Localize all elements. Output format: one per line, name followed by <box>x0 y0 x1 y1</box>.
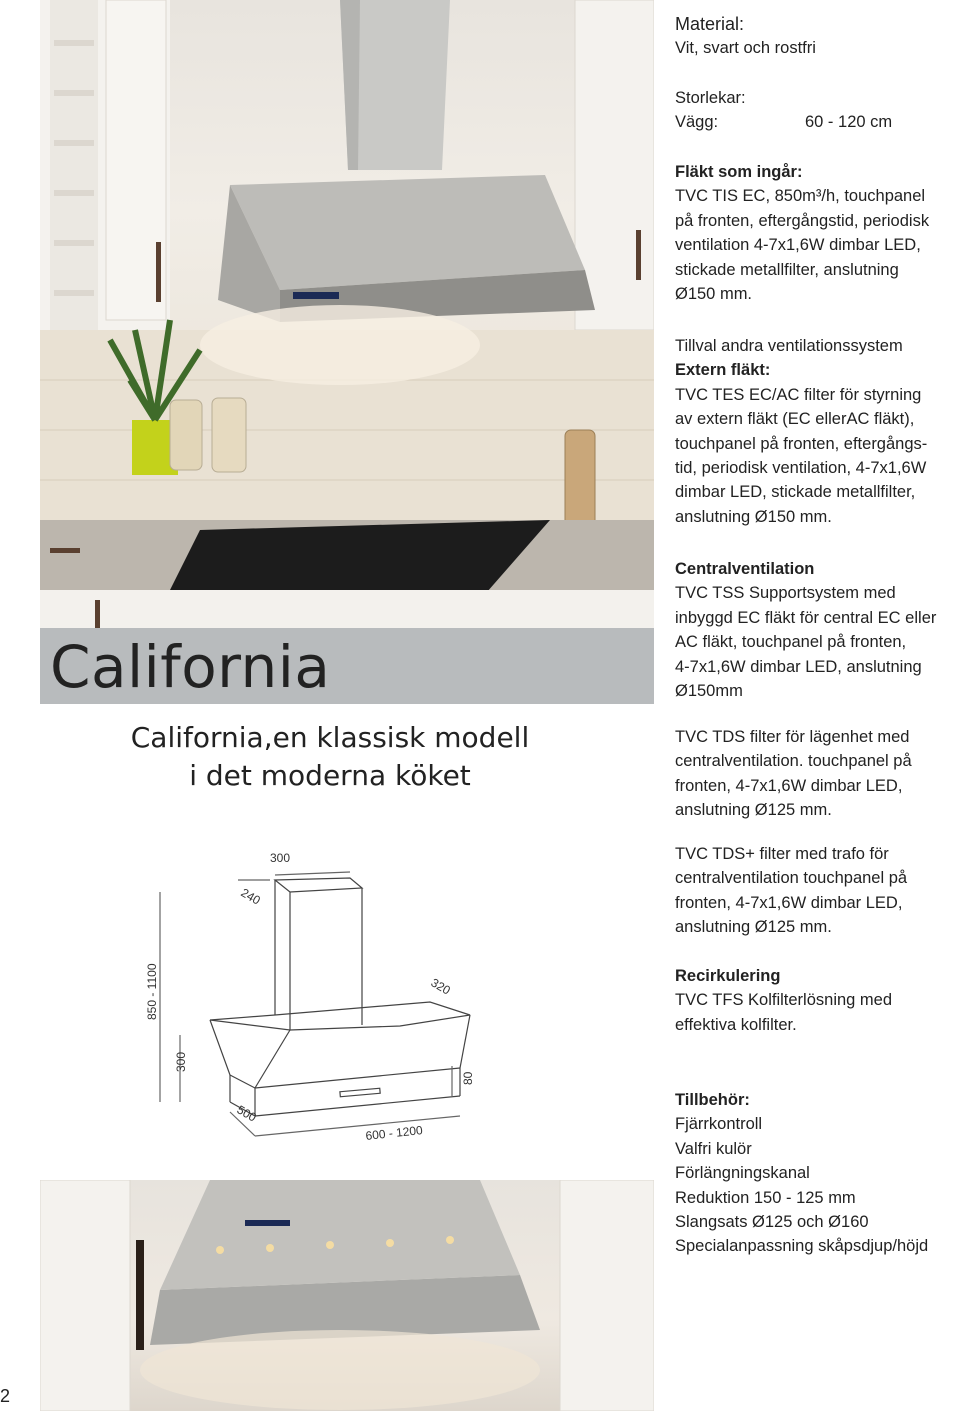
central-line: Ø150mm <box>675 682 743 701</box>
material-value: Vit, svart och rostfri <box>675 39 816 58</box>
dim-300-side: 300 <box>174 1051 188 1072</box>
tillbehor-item: Specialanpassning skåpsdjup/höjd <box>675 1237 929 1256</box>
central-line: AC fläkt, touchpanel på fronten, <box>675 633 907 652</box>
dim-300-top: 300 <box>270 851 291 865</box>
dim-240: 240 <box>238 885 263 908</box>
dim-600-1200: 600 - 1200 <box>364 1123 424 1143</box>
tillval-heading: Extern fläkt: <box>675 361 771 380</box>
tds-plus-line: fronten, 4-7x1,6W dimbar LED, <box>675 893 903 912</box>
flakt-ingar-line: på fronten, eftergångstid, periodisk <box>675 211 930 230</box>
central-line: inbyggd EC fläkt för central EC eller <box>675 608 937 627</box>
dim-320: 320 <box>428 975 453 998</box>
recirk-line: effektiva kolfilter. <box>675 1015 797 1034</box>
flakt-ingar-heading: Fläkt som ingår: <box>675 163 803 181</box>
storlekar-row <box>675 110 960 134</box>
tillval-line: tid, periodisk ventilation, 4-7x1,6W <box>675 459 927 478</box>
material-heading: Material: <box>675 14 745 34</box>
tds-line: fronten, 4-7x1,6W dimbar LED, <box>675 776 903 795</box>
page-title: California <box>50 633 331 701</box>
tillval-line: dimbar LED, stickade metallfilter, <box>675 483 916 502</box>
tagline <box>120 719 540 795</box>
tillbehor-item: Slangsats Ø125 och Ø160 <box>675 1213 869 1232</box>
recirk-line: TVC TFS Kolfilterlösning med <box>675 991 893 1010</box>
tillbehor-item: Valfri kulör <box>675 1139 752 1158</box>
dimension-diagram <box>140 840 500 1150</box>
tillval-line: TVC TES EC/AC filter för styrning <box>675 385 922 404</box>
tds-section <box>675 725 960 823</box>
tillbehor-item: Fjärrkontroll <box>675 1115 763 1134</box>
tillval-line: anslutning Ø150 mm. <box>675 507 832 526</box>
flakt-ingar-line: ventilation 4-7x1,6W dimbar LED, <box>675 236 921 255</box>
tds-line: TVC TDS filter för lägenhet med <box>675 728 910 746</box>
kitchen-photo <box>40 0 654 702</box>
flakt-ingar-line: Ø150 mm. <box>675 285 753 304</box>
tds-plus-line: anslutning Ø125 mm. <box>675 918 832 937</box>
tillbehor-item: Reduktion 150 - 125 mm <box>675 1188 856 1207</box>
tds-plus-line: centralventilation touchpanel på <box>675 869 908 888</box>
kitchen-photo-bottom <box>40 1180 654 1411</box>
tillval-line: touchpanel på fronten, eftergångs- <box>675 434 928 453</box>
tillval-line: av extern fläkt (EC ellerAC fläkt), <box>675 410 915 429</box>
storlekar-section <box>675 86 960 135</box>
tds-plus-section <box>675 842 960 940</box>
kitchen-photo-bottom-illustration <box>40 1180 654 1411</box>
recirk-section <box>675 964 960 1037</box>
dim-500: 500 <box>234 1102 259 1125</box>
central-line: TVC TSS Supportsystem med <box>675 584 896 603</box>
dim-80: 80 <box>461 1071 475 1085</box>
tillbehor-heading: Tillbehör: <box>675 1091 750 1109</box>
title-bar <box>40 628 654 704</box>
flakt-ingar-section <box>675 160 960 306</box>
tagline-line-2: i det moderna köket <box>189 759 471 792</box>
tillval-pre: Tillval andra ventilationssystem <box>675 337 903 355</box>
central-section <box>675 557 960 703</box>
recirk-heading: Recirkulering <box>675 967 781 985</box>
storlekar-heading: Storlekar: <box>675 89 746 107</box>
material-section <box>675 12 960 61</box>
flakt-ingar-line: TVC TIS EC, 850m³/h, touchpanel <box>675 187 926 206</box>
tillbehor-item: Förlängningskanal <box>675 1164 810 1183</box>
tds-plus-line: TVC TDS+ filter med trafo för <box>675 845 889 863</box>
tds-line: centralventilation. touchpanel på <box>675 752 912 771</box>
storlekar-value: 60 - 120 cm <box>805 113 893 132</box>
dim-850-1100: 850 - 1100 <box>145 963 159 1020</box>
tagline-line-1: California,en klassisk modell <box>130 721 530 754</box>
kitchen-photo-illustration <box>40 0 654 702</box>
storlekar-label: Vägg: <box>675 113 719 132</box>
tillval-section <box>675 334 960 529</box>
central-heading: Centralventilation <box>675 560 815 578</box>
page-number: 2 <box>0 1386 11 1406</box>
flakt-ingar-line: stickade metallfilter, anslutning <box>675 260 899 279</box>
central-line: 4-7x1,6W dimbar LED, anslutning <box>675 657 922 676</box>
tillbehor-section <box>675 1088 960 1259</box>
tds-line: anslutning Ø125 mm. <box>675 801 832 820</box>
